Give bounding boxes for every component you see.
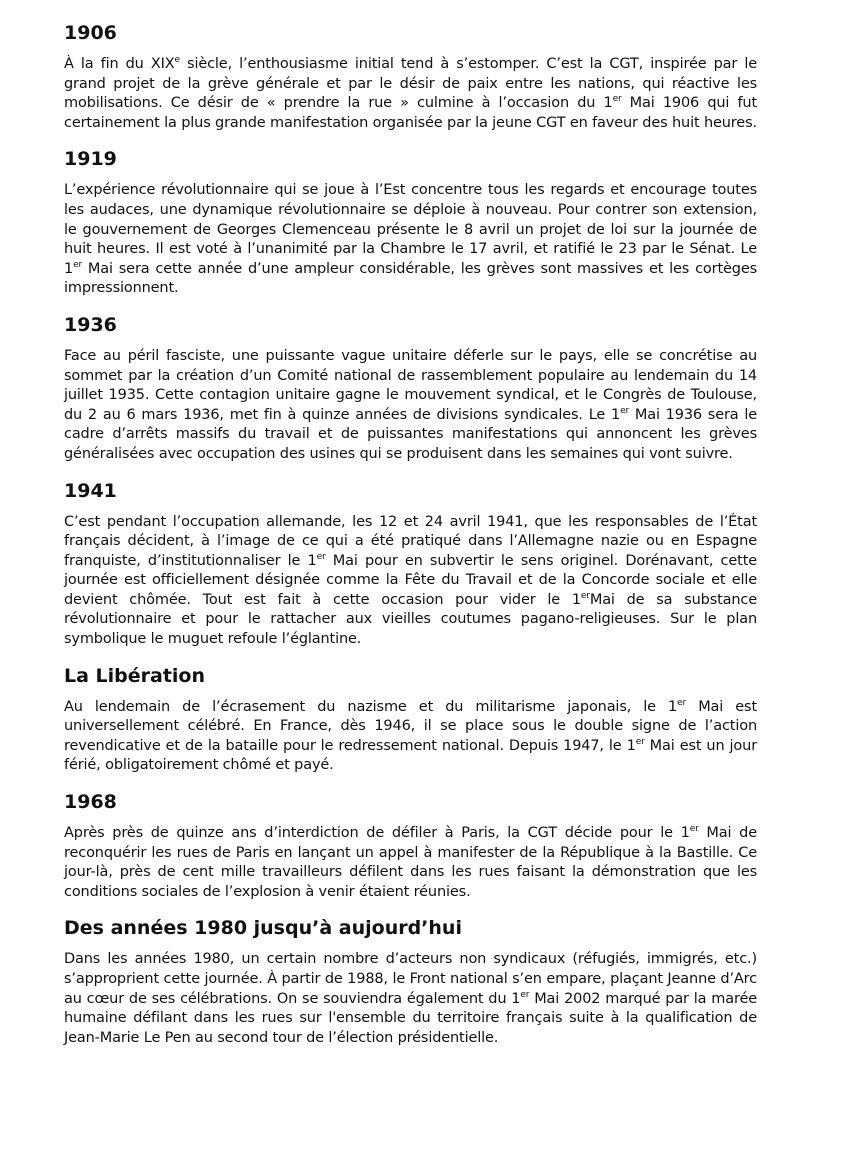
section-paragraph: L’expérience révolutionnaire qui se joue à l’Est concentre tous les regards et encourage toutes les audaces, une dynamique révolutionnaire se déploie à nouveau. Pour contrer son extension, le gouvernement de Georges Clemenceau présente le 8 avril un projet de loi sur la journée de huit heures. Il est voté à l’unanimité par la Chambre le 17 avril, et ratifié le 23 par le Sénat. Le 1er Mai sera cette année d’une ampleur considérable, les grèves sont massives et les cortèges impressionnent. (64, 182, 757, 297)
section-heading: 1968 (64, 791, 117, 814)
section-paragraph: Dans les années 1980, un certain nombre d’acteurs non syndicaux (réfugiés, immigrés, etc.) s’approprient cette journée. À partir de 1988, le Front national s’en empare, plaçant Jeanne d’Arc au cœur de ses célébrations. On se souviendra également du 1er Mai 2002 marqué par la marée humaine défilant dans les rues sur l'ensemble du territoire français suite à la qualification de Jean-Marie Le Pen au second tour de l’élection présidentielle. (64, 951, 758, 1046)
section-paragraph: À la fin du XIXe siècle, l’enthousiasme initial tend à s’estomper. C’est la CGT, inspirée par le grand projet de la grève générale et par le désir de paix entre les nations, qui réactive les mobilisations. Ce désir de « prendre la rue » culmine à l’occasion du 1er Mai 1906 qui fut certainement la plus grande manifestation organisée par la jeune CGT en faveur des huit heures. (64, 55, 758, 131)
section-heading: 1919 (64, 148, 117, 171)
section-heading: 1941 (64, 479, 117, 502)
section-1941 (64, 480, 757, 650)
section-paragraph: Au lendemain de l’écrasement du nazisme et du militarisme japonais, le 1er Mai est universellement célébré. En France, dès 1946, il se place sous le double signe de l’action revendicative et de la bataille pour le redressement national. Depuis 1947, le 1er Mai est un jour férié, obligatoirement chômé et payé. (64, 697, 758, 774)
section-1919 (64, 148, 757, 299)
section-heading: 1906 (64, 22, 117, 44)
section-1980-today (64, 917, 757, 1048)
section-1968 (64, 791, 757, 902)
section-paragraph: Face au péril fasciste, une puissante vague unitaire déferle sur le pays, elle se concrétise au sommet par la création d’un Comité national de rassemblement populaire au lendemain du 14 juillet 1935. Cette contagion unitaire gagne le mouvement syndical, et le Congrès de Toulouse, du 2 au 6 mars 1936, met fin à quinze années de divisions syndicales. Le 1er Mai 1936 sera le cadre d’arrêts massifs du travail et de puissantes manifestations qui annoncent les grèves généralisées avec occupation des usines qui se produisent dans les semaines qui vont suivre. (64, 347, 758, 462)
section-1936 (64, 314, 757, 465)
section-paragraph: Après près de quinze ans d’interdiction de défiler à Paris, la CGT décide pour le 1er Mai de reconquérir les rues de Paris en lançant un appel à manifester de la République à la Bastille. Ce jour-là, près de cent mille travailleurs défilent dans les rues faisant la démonstration que les conditions sociales de l’explosion à venir étaient réunies. (64, 824, 757, 900)
section-1906 (64, 22, 757, 133)
section-heading: Des années 1980 jusqu’à aujourd’hui (64, 917, 462, 940)
section-liberation (64, 665, 757, 776)
section-heading: 1936 (64, 313, 117, 336)
section-paragraph: C’est pendant l’occupation allemande, les 12 et 24 avril 1941, que les responsables de l’État français décident, à l’image de ce qui a été pratiqué dans l’Allemagne nazie ou en Espagne franquiste, d’institutionnaliser le 1er Mai pour en subvertir le sens originel. Dorénavant, cette journée est officiellement désignée comme la Fête du Travail et de la Concorde sociale et elle devient chômée. Tout est fait à cette occasion pour vider le 1erMai de sa substance révolutionnaire et pour le rattacher aux vieilles coutumes pagano-religieuses. Sur le plan symbolique le muguet refoule l’églantine. (64, 513, 757, 648)
section-heading: La Libération (64, 664, 206, 687)
